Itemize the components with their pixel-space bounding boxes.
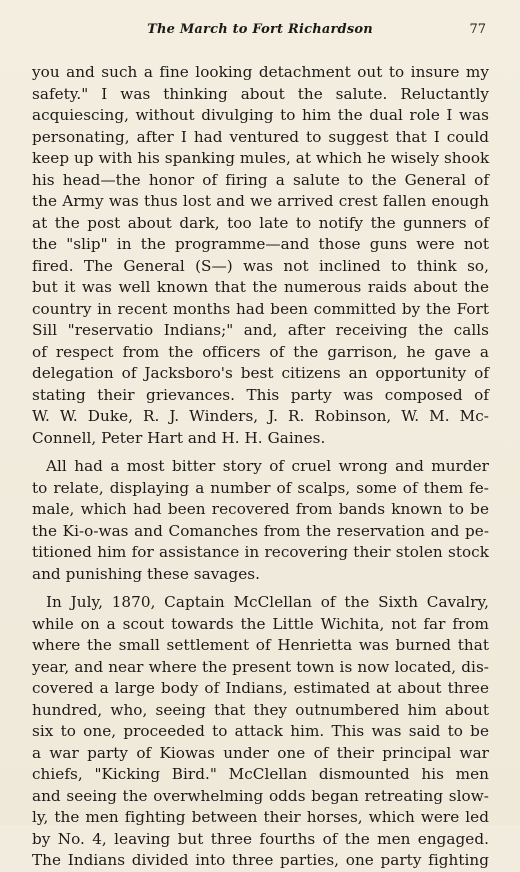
text-line: chiefs, "Kicking Bird." McClellan dismounted his men (32, 765, 489, 783)
text-line: The Indians divided into three parties, one party fighting (32, 851, 489, 869)
text-line: the Ki-o-was and Comanches from the reservation and pe- (32, 521, 489, 540)
text-line: of respect from the officers of the garrison, he gave a (32, 342, 489, 361)
text-line: ly, the men fighting between their horses, which were led (32, 808, 489, 826)
text-line: a war party of Kiowas under one of their principal war (32, 743, 489, 762)
text-line: personating, after I had ventured to suggest that I could (32, 127, 489, 146)
text-line: Sill "reservatio Indians;" and, after receiving the calls (32, 321, 489, 339)
text-line: acquiescing, without divulging to him the dual role I was (32, 106, 489, 124)
text-line: and seeing the overwhelming odds began retreating slow- (32, 786, 489, 805)
paragraph-3 (32, 592, 489, 872)
page-header (0, 22, 520, 44)
text-line: but it was well known that the numerous raids about the (32, 278, 489, 296)
text-line: where the small settlement of Henrietta was burned that (32, 636, 489, 654)
body-text (32, 62, 489, 872)
text-line: and punishing these savages. (32, 564, 260, 583)
page-number: 77 (469, 22, 486, 37)
text-line: while on a scout towards the Little Wichita, not far from (32, 614, 489, 633)
text-line: Connell, Peter Hart and H. H. Gaines. (32, 428, 326, 447)
text-line: six to one, proceeded to attack him. This was said to be (32, 722, 489, 740)
running-title: The March to Fort Richardson (147, 22, 373, 37)
text-line: the "slip" in the programme—and those guns were not (32, 235, 489, 253)
text-line: safety." I was thinking about the salute. Reluctantly (32, 84, 489, 103)
paragraph-gap (32, 449, 489, 456)
text-line: In July, 1870, Captain McClellan of the Sixth Cavalry, (46, 593, 489, 611)
text-line: hundred, who, seeing that they outnumbered him about (32, 700, 489, 719)
text-line: keep up with his spanking mules, at which he wisely shook (32, 149, 490, 167)
text-line: delegation of Jacksboro's best citizens an opportunity of (32, 364, 489, 382)
paragraph-gap (32, 585, 489, 592)
text-line: you and such a fine looking detachment out to insure my (32, 63, 489, 81)
paragraph-1 (32, 62, 489, 449)
text-line: country in recent months had been committed by the Fort (32, 299, 489, 318)
text-line: All had a most bitter story of cruel wrong and murder (46, 457, 489, 475)
text-line: the Army was thus lost and we arrived crest fallen enough (32, 192, 489, 210)
text-line: to relate, displaying a number of scalps, some of them fe- (32, 478, 489, 497)
text-line: at the post about dark, too late to notify the gunners of (32, 213, 489, 232)
text-line: year, and near where the present town is now located, dis- (32, 657, 489, 676)
text-line: W. W. Duke, R. J. Winders, J. R. Robinson, W. M. Mc- (32, 407, 489, 425)
text-line: by No. 4, leaving but three fourths of the men engaged. (32, 829, 489, 848)
text-line: fired. The General (S—) was not inclined to think so, (32, 256, 489, 275)
text-line: male, which had been recovered from bands known to be (32, 500, 489, 518)
text-line: his head—the honor of firing a salute to the General of (32, 170, 489, 189)
paragraph-2 (32, 456, 489, 585)
text-line: covered a large body of Indians, estimated at about three (32, 679, 489, 697)
text-line: titioned him for assistance in recovering their stolen stock (32, 543, 489, 561)
text-line: stating their grievances. This party was composed of (32, 385, 489, 404)
